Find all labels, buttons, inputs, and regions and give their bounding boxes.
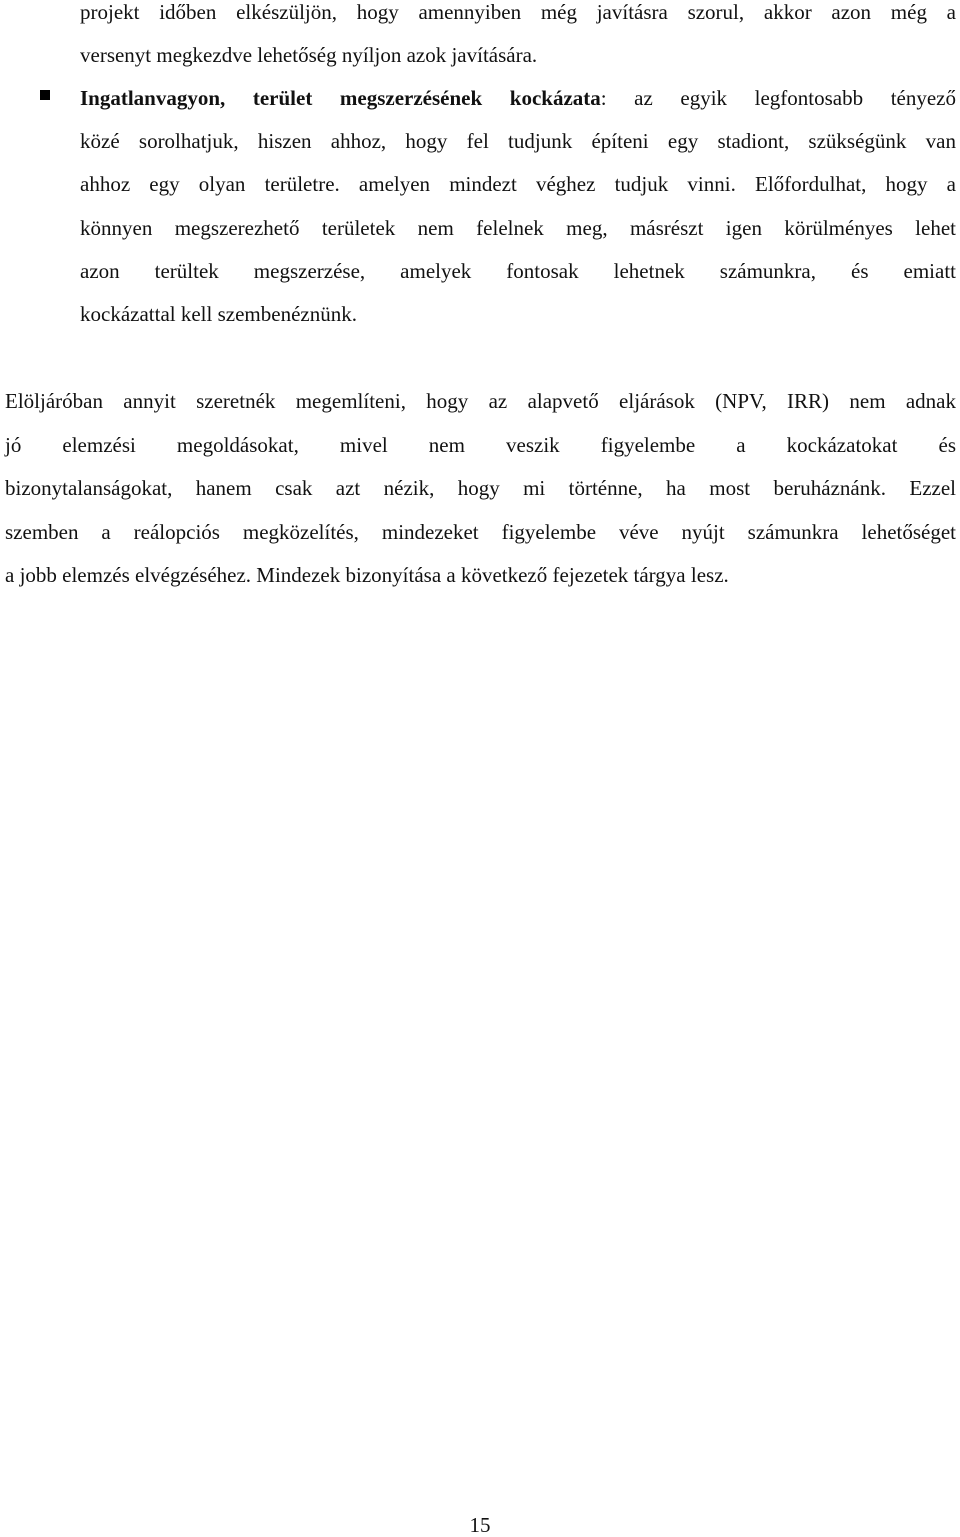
bullet-text-line: ahhoz egy olyan területre. amelyen mindezt véghez tudjuk vinni. Előfordulhat, hogy a bbox=[80, 172, 956, 196]
paragraph-line: Elöljáróban annyit szeretnék megemlíteni, hogy az alapvető eljárások (NPV, IRR) nem adnak bbox=[5, 389, 956, 413]
bullet-heading-rest: : az egyik legfontosabb tényező bbox=[600, 86, 957, 110]
bullet-text-line: könnyen megszerezhető területek nem felelnek meg, másrészt igen körülményes lehet bbox=[80, 216, 956, 240]
paragraph-line: bizonytalanságokat, hanem csak azt nézik, hogy mi történne, ha most beruháznánk. Ezzel bbox=[5, 476, 956, 500]
page-number: 15 bbox=[469, 1513, 491, 1537]
paragraph-line: a jobb elemzés elvégzéséhez. Mindezek bizonyítása a következő fejezetek tárgya lesz. bbox=[5, 563, 729, 587]
bullet-first-line bbox=[80, 86, 956, 110]
square-bullet-icon bbox=[40, 90, 50, 100]
bullet-text-line: közé sorolhatjuk, hiszen ahhoz, hogy fel tudjunk építeni egy stadiont, szükségünk van bbox=[80, 129, 956, 153]
continued-text-line: versenyt megkezdve lehetőség nyíljon azok javítására. bbox=[80, 43, 538, 67]
bullet-text-line: azon terültek megszerzése, amelyek fontosak lehetnek számunkra, és emiatt bbox=[80, 259, 956, 283]
bullet-heading: Ingatlanvagyon, terület megszerzésének kockázata bbox=[80, 86, 601, 110]
continued-text-line: projekt időben elkészüljön, hogy amennyiben még javításra szorul, akkor azon még a bbox=[80, 0, 956, 24]
paragraph-line: jó elemzési megoldásokat, mivel nem veszik figyelembe a kockázatokat és bbox=[5, 433, 956, 457]
paragraph-line: szemben a reálopciós megközelítés, mindezeket figyelembe véve nyújt számunkra lehetőséget bbox=[5, 520, 956, 544]
bullet-text-line: kockázattal kell szembenéznünk. bbox=[80, 302, 357, 326]
